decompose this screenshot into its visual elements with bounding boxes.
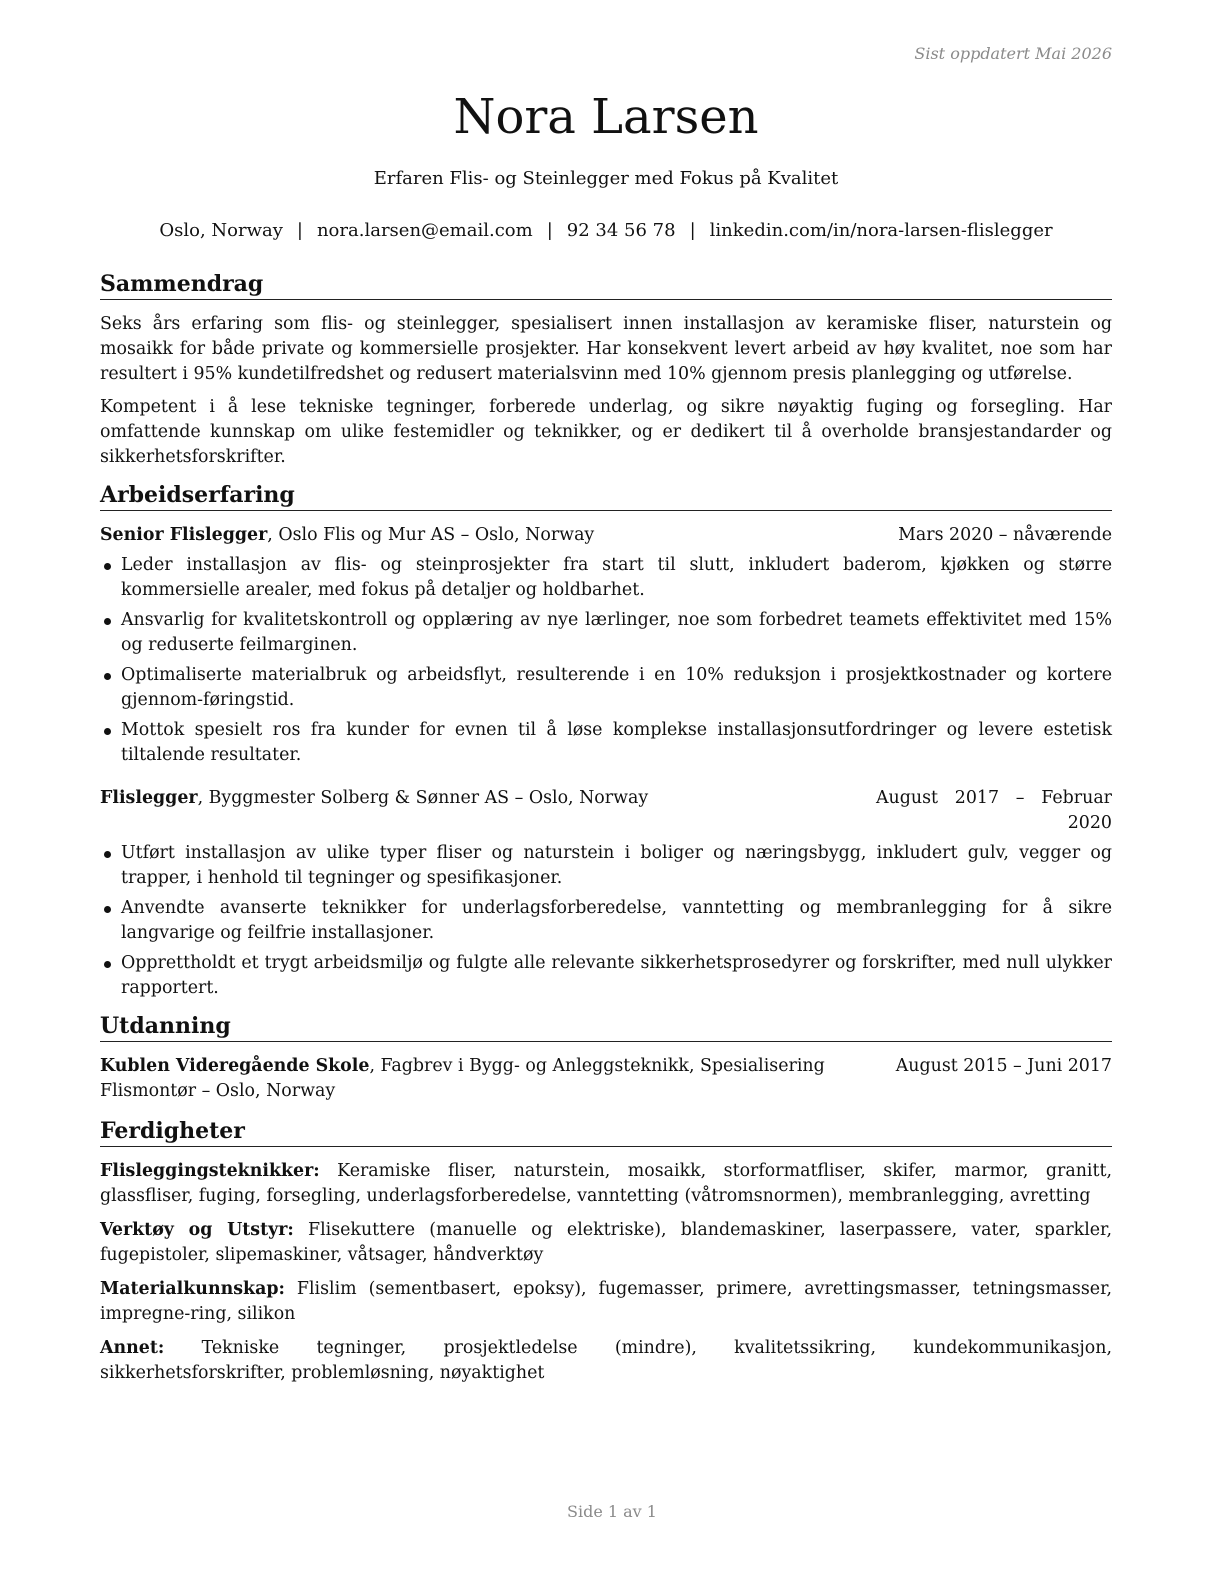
job-dates: August 2017 – Februar 2020 xyxy=(876,788,1112,833)
skill-text: Keramiske fliser, naturstein, mosaikk, storformatfliser, skifer, marmor, granitt, glassfliser, fuging, forsegling, underlagsforberedelse, vanntetting (våtromsnormen), membranlegging, avretting xyxy=(100,1161,1112,1206)
section-heading-experience: Arbeidserfaring xyxy=(100,480,1112,511)
tagline: Erfaren Flis- og Steinlegger med Fokus på Kvalitet xyxy=(373,168,839,189)
list-item: Ansvarlig for kvalitetskontroll og opplæring av nye lærlinger, noe som forbedret teamets effektivitet med 15% og reduserte feilmarginen. xyxy=(100,608,1112,658)
job-bullets xyxy=(100,553,1112,768)
experience-section xyxy=(100,480,1112,1001)
summary-section xyxy=(100,269,1112,470)
list-item: Opprettholdt et trygt arbeidsmiljø og fulgte alle relevante sikkerhetsprosedyrer og forskrifter, med null ulykker rapportert. xyxy=(100,951,1112,1001)
job-employer: , Byggmester Solberg & Sønner AS – Oslo, Norway xyxy=(197,788,649,808)
job-role: Flislegger xyxy=(100,788,198,808)
education-entry xyxy=(100,1054,1112,1104)
skill-group xyxy=(100,1277,1112,1327)
education-detail: , Fagbrev i Bygg- og Anleggsteknikk, Spesialisering Flismontør – Oslo, Norway xyxy=(100,1056,825,1101)
contact-separator: | xyxy=(546,220,553,241)
section-heading-skills: Ferdigheter xyxy=(100,1116,1112,1147)
contact-line xyxy=(100,219,1112,243)
job-header xyxy=(100,786,1112,836)
skill-group xyxy=(100,1336,1112,1386)
education-school: Kublen Videregående Skole xyxy=(100,1056,370,1076)
contact-separator: | xyxy=(689,220,696,241)
skill-group xyxy=(100,1159,1112,1209)
skill-text: Flisekuttere (manuelle og elektriske), blandemaskiner, laserpassere, vater, sparkler, fugepistoler, slipemaskiner, våtsager, håndverktøy xyxy=(100,1220,1112,1265)
skill-group xyxy=(100,1218,1112,1268)
skill-label: Annet: xyxy=(100,1338,165,1358)
last-updated: Sist oppdatert Mai 2026 xyxy=(914,44,1112,63)
summary-paragraph: Kompetent i å lese tekniske tegninger, forberede underlag, og sikre nøyaktig fuging og forsegling. Har omfattende kunnskap om ulike festemidler og teknikker, og er dedikert til å overholde bransjestandarder og sikkerhetsforskrifter. xyxy=(100,397,1112,467)
list-item: Utført installasjon av ulike typer fliser og naturstein i boliger og næringsbygg, inkludert gulv, vegger og trapper, i henhold til tegninger og spesifikasjoner. xyxy=(100,841,1112,891)
summary-paragraph: Seks års erfaring som flis- og steinlegger, spesialisert innen installasjon av keramiske fliser, naturstein og mosaikk for både private og kommersielle prosjekter. Har konsekvent levert arbeid av høy kvalitet, noe som har resultert i 95% kundetilfredshet og redusert materialsvinn med 10% gjennom presis planlegging og utførelse. xyxy=(100,314,1112,384)
skill-text: Flislim (sementbasert, epoksy), fugemasser, primere, avrettingsmasser, tetningsmasser, impregne-ring, silikon xyxy=(100,1279,1112,1324)
contact-phone: 92 34 56 78 xyxy=(566,220,676,241)
candidate-name: Nora Larsen xyxy=(453,89,759,145)
skill-label: Verktøy og Utstyr: xyxy=(100,1220,294,1240)
contact-email[interactable]: nora.larsen@email.com xyxy=(316,220,533,241)
job-role: Senior Flislegger xyxy=(100,525,268,545)
list-item: Mottok spesielt ros fra kunder for evnen til å løse komplekse installasjonsutfordringer og levere estetisk tiltalende resultater. xyxy=(100,718,1112,768)
skill-text: Tekniske tegninger, prosjektledelse (mindre), kvalitetssikring, kundekommunikasjon, sikkerhetsforskrifter, problemløsning, nøyaktighet xyxy=(100,1338,1112,1383)
contact-separator: | xyxy=(296,220,303,241)
skills-section xyxy=(100,1116,1112,1386)
skill-label: Flisleggingsteknikker: xyxy=(100,1161,320,1181)
section-heading-summary: Sammendrag xyxy=(100,269,1112,300)
skill-label: Materialkunnskap: xyxy=(100,1279,285,1299)
list-item: Optimaliserte materialbruk og arbeidsflyt, resulterende i en 10% reduksjon i prosjektkostnader og kortere gjennom-føringstid. xyxy=(100,663,1112,713)
section-heading-education: Utdanning xyxy=(100,1011,1112,1042)
job-entry xyxy=(100,786,1112,1001)
resume-body xyxy=(100,269,1112,1395)
job-dates: Mars 2020 – nåværende xyxy=(898,525,1112,545)
job-header xyxy=(100,523,1112,548)
education-section xyxy=(100,1011,1112,1104)
job-entry xyxy=(100,523,1112,768)
list-item: Anvendte avanserte teknikker for underlagsforberedelse, vanntetting og membranlegging for å sikre langvarige og feilfrie installasjoner. xyxy=(100,896,1112,946)
education-dates: August 2015 – Juni 2017 xyxy=(895,1056,1112,1076)
list-item: Leder installasjon av flis- og steinprosjekter fra start til slutt, inkludert baderom, kjøkken og større kommersielle arealer, med fokus på detaljer og holdbarhet. xyxy=(100,553,1112,603)
contact-location: Oslo, Norway xyxy=(159,220,283,241)
job-bullets xyxy=(100,841,1112,1001)
contact-linkedin[interactable]: linkedin.com/in/nora-larsen-flislegger xyxy=(709,220,1053,241)
job-employer: , Oslo Flis og Mur AS – Oslo, Norway xyxy=(267,525,595,545)
page-number: Side 1 av 1 xyxy=(567,1502,657,1521)
